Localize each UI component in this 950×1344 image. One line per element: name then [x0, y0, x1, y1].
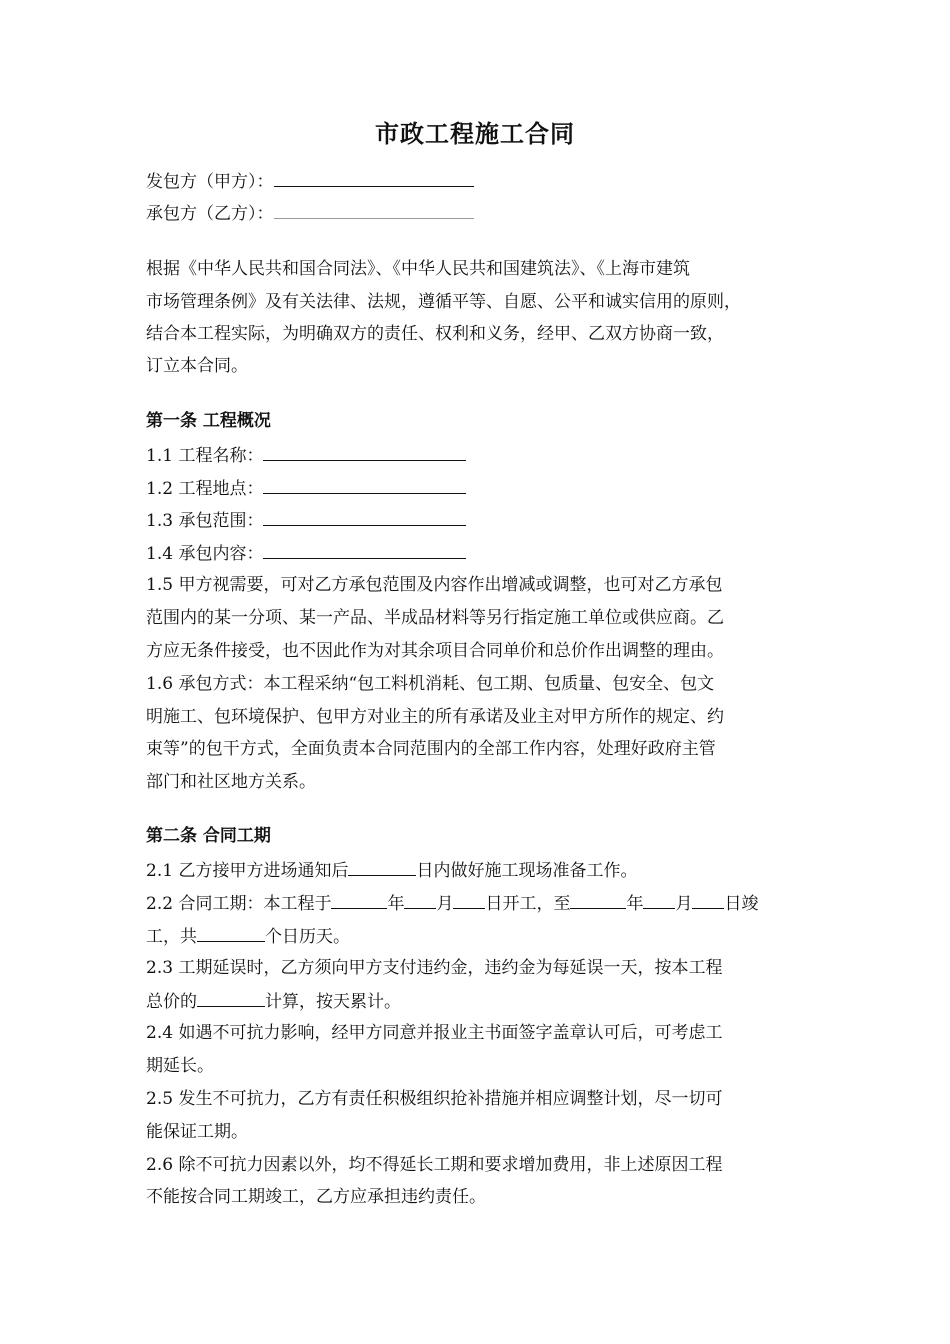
year-label: 年 [387, 894, 405, 914]
item-text: 计算，按天累计。 [265, 992, 401, 1012]
article-1-item-4 [146, 540, 466, 566]
item-text: 个日历天。 [265, 927, 350, 947]
article-2-item-3-line-1: 2.3 工期延误时，乙方须向甲方支付违约金，违约金为每延误一天，按本工程 [146, 958, 723, 978]
preamble-line-1: 根据《中华人民共和国合同法》、《中华人民共和国建筑法》、《上海市建筑 [146, 259, 690, 279]
article-2-item-4-line-1: 2.4 如遇不可抗力影响，经甲方同意并报业主书面签字盖章认可后，可考虑工 [146, 1023, 723, 1043]
article-2-item-4-line-2: 期延长。 [146, 1056, 214, 1076]
preamble-line-4: 订立本合同。 [146, 356, 248, 376]
days-blank [348, 857, 416, 876]
article-1-heading: 第一条 工程概况 [146, 411, 271, 431]
article-2-item-2-line-1 [146, 890, 758, 916]
article-1-item-6-line-2: 明施工、包环境保护、包甲方对业主的所有承诺及业主对甲方所作的规定、约 [146, 707, 724, 727]
start-day-blank [453, 890, 485, 909]
start-month-blank [404, 890, 436, 909]
party-b-blank [274, 200, 474, 219]
party-b-line [146, 200, 474, 226]
start-year-blank [331, 890, 387, 909]
penalty-rate-blank [197, 988, 265, 1007]
item-text: 日开工，至 [485, 894, 571, 914]
article-2-item-6-line-2: 不能按合同工期竣工，乙方应承担违约责任。 [146, 1187, 486, 1207]
preamble-line-2: 市场管理条例》及有关法律、法规，遵循平等、自愿、公平和诚实信用的原则， [146, 292, 741, 312]
article-1-item-6-line-1: 1.6 承包方式：本工程采纳“包工料机消耗、包工期、包质量、包安全、包文 [146, 674, 715, 694]
item-text: 日内做好施工现场准备工作。 [416, 861, 638, 881]
article-2-item-2-line-2 [146, 923, 350, 949]
end-day-blank [692, 890, 724, 909]
item-label: 1.3 承包范围： [146, 511, 264, 531]
article-1-item-6-line-3: 束等”的包干方式，全面负责本合同范围内的全部工作内容，处理好政府主管 [146, 739, 716, 759]
article-2-item-3-line-2 [146, 988, 401, 1014]
month-label: 月 [436, 894, 454, 914]
end-month-blank [643, 890, 675, 909]
article-1-item-2 [146, 475, 466, 501]
item-label: 1.4 承包内容： [146, 544, 264, 564]
article-1-item-3 [146, 507, 466, 533]
article-2-item-6-line-1: 2.6 除不可抗力因素以外，均不得延长工期和要求增加费用，非上述原因工程 [146, 1155, 723, 1175]
article-2-item-5-line-2: 能保证工期。 [146, 1122, 248, 1142]
party-b-label: 承包方（乙方）： [146, 204, 274, 224]
year-label: 年 [626, 894, 644, 914]
party-a-blank [274, 168, 474, 187]
item-text: 工，共 [146, 927, 197, 947]
article-1-item-5-line-1: 1.5 甲方视需要，可对乙方承包范围及内容作出增减或调整，也可对乙方承包 [146, 575, 723, 595]
end-year-blank [570, 890, 626, 909]
article-1-item-1 [146, 442, 466, 468]
item-text: 日竣 [724, 894, 759, 914]
document-title: 市政工程施工合同 [375, 119, 575, 148]
item-text: 2.2 合同工期：本工程于 [146, 894, 332, 914]
party-a-label: 发包方（甲方）： [146, 172, 274, 192]
article-1-item-6-line-4: 部门和社区地方关系。 [146, 772, 316, 792]
article-2-item-5-line-1: 2.5 发生不可抗力，乙方有责任积极组织抢补措施并相应调整计划，尽一切可 [146, 1089, 723, 1109]
contract-content-blank [263, 540, 466, 559]
item-text: 2.1 乙方接甲方进场通知后 [146, 861, 349, 881]
party-a-line [146, 168, 474, 194]
calendar-days-blank [197, 923, 265, 942]
article-1-item-5-line-2: 范围内的某一分项、某一产品、半成品材料等另行指定施工单位或供应商。乙 [146, 608, 724, 628]
article-2-item-1 [146, 857, 637, 883]
project-location-blank [263, 475, 466, 494]
article-1-item-5-line-3: 方应无条件接受，也不因此作为对其余项目合同单价和总价作出调整的理由。 [146, 641, 724, 661]
month-label: 月 [675, 894, 693, 914]
article-2-heading: 第二条 合同工期 [146, 826, 271, 846]
item-label: 1.2 工程地点： [146, 479, 264, 499]
contract-scope-blank [263, 507, 466, 526]
preamble-line-3: 结合本工程实际，为明确双方的责任、权利和义务，经甲、乙双方协商一致， [146, 324, 724, 344]
item-text: 总价的 [146, 992, 197, 1012]
item-label: 1.1 工程名称： [146, 446, 264, 466]
project-name-blank [263, 442, 466, 461]
